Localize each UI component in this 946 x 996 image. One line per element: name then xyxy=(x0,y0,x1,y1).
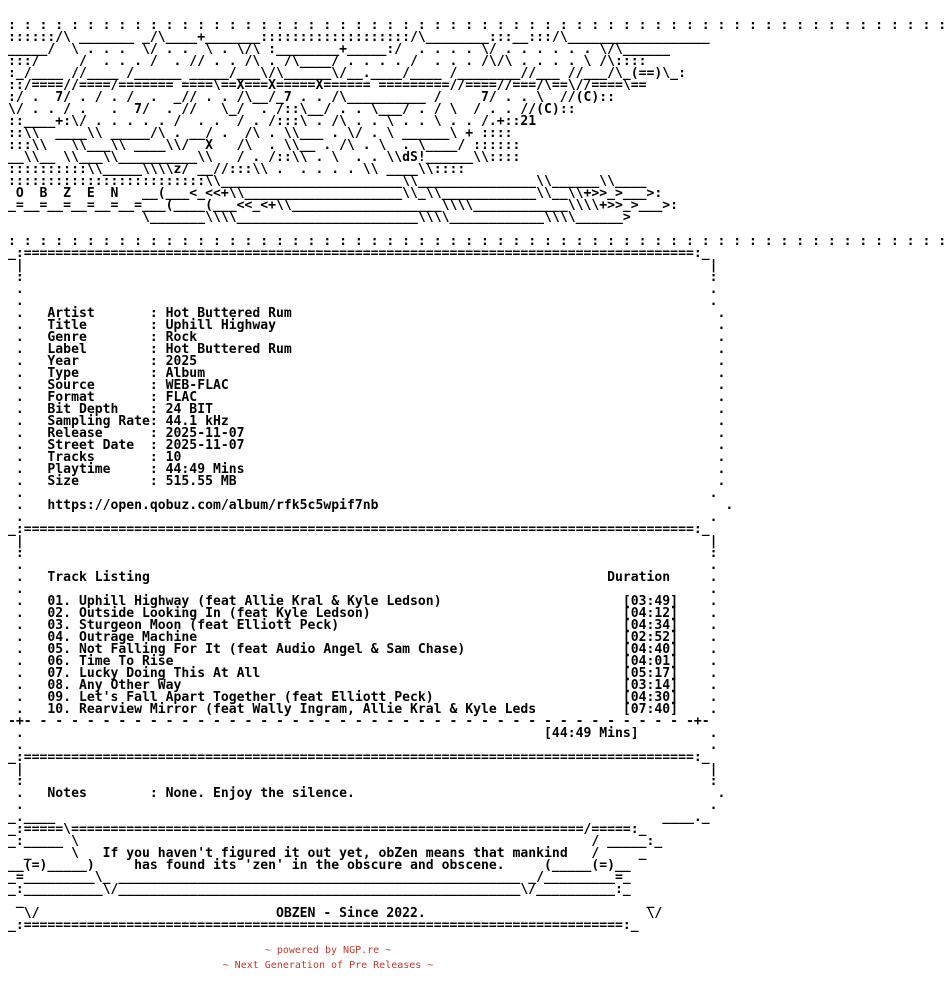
nfo-line: . Source : WEB-FLAC . xyxy=(8,378,726,393)
nfo-line: __\\__ \\___\\__________\\ / . /::\\ . \ . . \\dS!______\\:::: xyxy=(8,150,521,165)
nfo-line: . . xyxy=(8,738,718,753)
nfo-line: : : xyxy=(8,774,718,789)
footer-tagline: ~ Next Generation of Pre Releases ~ xyxy=(222,960,434,971)
nfo-line: . 07. Lucky Doing This At All [05:17] . xyxy=(8,666,718,681)
nfo-line: . 02. Outside Looking In (feat Kyle Ledson) [04:12] . xyxy=(8,606,718,621)
nfo-line: :/ . 7/ . / . / . _// . . /\__/_7 . . /\__________ / 7/ . . \ //(C):: xyxy=(8,90,615,105)
nfo-line: | | xyxy=(8,762,718,777)
nfo-line: : : : : : : : : : : : : : : : : : : : : : : : : : : : : : : : : : : : : : : : : : : : : : : : : : : : : : : : : : : : : xyxy=(8,18,946,33)
nfo-line: | | xyxy=(8,534,718,549)
nfo-line: :::\\ \\___\\ ____\\/ X /\ . \\__ . /\ . \ . \____/ :::::: xyxy=(8,138,521,153)
nfo-line: ::/====//====/======= ====\==X===X=====X====== =========//====//===/\==\//====\== xyxy=(8,78,647,93)
nfo-line: . 01. Uphill Highway (feat Allie Kral & Kyle Ledson) [03:49] . xyxy=(8,594,718,609)
nfo-line: . Playtime : 44:49 Mins . xyxy=(8,462,726,477)
nfo-line: . Artist : Hot Buttered Rum . xyxy=(8,306,726,321)
nfo-line: _ _ xyxy=(8,894,655,909)
footer-powered-by: ~ powered by NGP.re ~ xyxy=(264,945,392,956)
nfo-line: ::____+:\/ . . . . . / . . / . /:::\ . /\ . . \ . . \ . . /.+::21 xyxy=(8,114,537,129)
nfo-line: . Size : 515.55 MB . xyxy=(8,474,726,489)
nfo-line: _:=====================================================================================:_ xyxy=(8,522,710,537)
nfo-line: -+- - - - - - - - - - - - - - - - - - - - - - - - - - - - - - - - - - - - - - - - - - -+- xyxy=(8,714,710,729)
nfo-line: _:============================================================================:_ xyxy=(8,918,639,933)
nfo-line: . Type : Album . xyxy=(8,366,726,381)
nfo-line: O B Z E N __(___<_<<+\\____________________\\_\\____________\\__\\+>>_>___>: xyxy=(8,186,663,201)
nfo-line: . 10. Rearview Mirror (feat Wally Ingram, Allie Kral & Kyle Leds [07:40] . xyxy=(8,702,718,717)
nfo-line: : : xyxy=(8,546,718,561)
nfo-line: _.____ ____._ xyxy=(8,810,710,825)
nfo-line: . Notes : None. Enjoy the silence. . xyxy=(8,786,726,801)
nfo-line: . 09. Let's Fall Apart Together (feat Elliott Peck) [04:30] . xyxy=(8,690,718,705)
nfo-line: _:__________\/___________________________________________________\/__________:_ xyxy=(8,882,631,897)
nfo-line: . Label : Hot Buttered Rum . xyxy=(8,342,726,357)
nfo-line: . [44:49 Mins] . xyxy=(8,726,718,741)
nfo-line: : : xyxy=(8,270,718,285)
nfo-line: : : : : : : : : : : : : : : : : : : : : : : : : : : : : : : : : : : : : : : : : : : : : : : : : : : : : : : : : : : : : xyxy=(8,234,946,249)
nfo-line: . Format : FLAC . xyxy=(8,390,726,405)
nfo-line: . Track Listing Duration . xyxy=(8,570,718,585)
nfo-line: _:=====================================================================================:_ xyxy=(8,750,710,765)
nfo-line: _:_____ \ / _____:_ xyxy=(8,834,663,849)
nfo-line: __(=)_____) has found its 'zen' in the obscure and obscene. (_____(=)__ xyxy=(8,858,631,873)
nfo-line: . Street Date : 2025-11-07 . xyxy=(8,438,726,453)
nfo-text-block xyxy=(8,20,946,932)
nfo-line: . Bit Depth : 24 BIT . xyxy=(8,402,726,417)
nfo-line: ::::::/\ _______ _/\____+_______:::::::::::::::::::/\________:::__:::/\__________________ xyxy=(8,30,710,45)
nfo-line: . 04. Outrage Machine [02:52] . xyxy=(8,630,718,645)
nfo-line: \_______\\\\_______________________\\\\____________\\\\______> xyxy=(8,210,631,225)
nfo-line: ::::::::::\\_____\\\\z/ __//:::\\ . . . . . \\ ____\\:::: xyxy=(8,162,466,177)
nfo-line: . . xyxy=(8,798,718,813)
nfo-line: . . xyxy=(8,486,718,501)
nfo-line: \/ . . / . . 7/ . // \_/ . /::\__/ . . \___/ . / \ / . . //(C):: xyxy=(8,102,576,117)
nfo-line: . Genre : Rock . xyxy=(8,330,726,345)
nfo-line: :::::::::::::::::::::::::\\_______________________\\_______________\\______\\____ xyxy=(8,174,647,189)
nfo-line: . Year : 2025 . xyxy=(8,354,726,369)
nfo-line: . 08. Any Other Way [03:14] . xyxy=(8,678,718,693)
nfo-line: . Tracks : 10 . xyxy=(8,450,726,465)
nfo-line: . Sampling Rate: 44.1 kHz . xyxy=(8,414,726,429)
nfo-line: . 06. Time To Rise [04:01] . xyxy=(8,654,718,669)
nfo-line: _=__=__=__=__=__=___(____(___<<_<+\\___________________\\\\____________\\\\+>>_>___>: xyxy=(8,198,679,213)
nfo-line: | | xyxy=(8,258,718,273)
nfo-line: . . xyxy=(8,294,718,309)
nfo-line: _:=====================================================================================:_ xyxy=(8,246,710,261)
nfo-line: . 03. Sturgeon Moon (feat Elliott Peck) [04:34] . xyxy=(8,618,718,633)
nfo-line: :_/____ //____ /______ _____/___\/\______\/__.____/____ /________//___ //___/\_(==)\_: xyxy=(8,66,686,81)
nfo-line: ::\\ ____\\ _____/\ . __/ . /\ . \\___ . \/ . \ ______\ + :::: xyxy=(8,126,513,141)
nfo-line: _=_________\_ ___________________________________________________ _/_________=_ xyxy=(8,870,631,885)
nfo-line: . Release : 2025-11-07 . xyxy=(8,426,726,441)
nfo-line: . . xyxy=(8,510,718,525)
nfo-line: :::/ / . . . / . // . . /\ . /\____/ . . . . / . . . /\/\ . . . . \ /\:::: xyxy=(8,54,647,69)
nfo-line: _____/ \ . . . \/ . . \ . \/\ :________+_____:/ . . . . \/ . . . . . . \/\______ xyxy=(8,42,671,57)
nfo-line: . . xyxy=(8,558,718,573)
nfo-line: . . xyxy=(8,582,718,597)
nfo-line: . . xyxy=(8,282,718,297)
nfo-line: . 05. Not Falling For It (feat Audio Angel & Sam Chase) [04:40] . xyxy=(8,642,718,657)
nfo-line: . Title : Uphill Highway . xyxy=(8,318,726,333)
nfo-line: _:=====\=================================================================/=====:_ xyxy=(8,822,647,837)
nfo-line: _ \ If you haven't figured it out yet, obZen means that mankind / _ xyxy=(8,846,647,861)
nfo-line: \/ OBZEN - Since 2022. \/ xyxy=(8,906,663,921)
nfo-line: . https://open.qobuz.com/album/rfk5c5wpif7nb . xyxy=(8,498,734,513)
